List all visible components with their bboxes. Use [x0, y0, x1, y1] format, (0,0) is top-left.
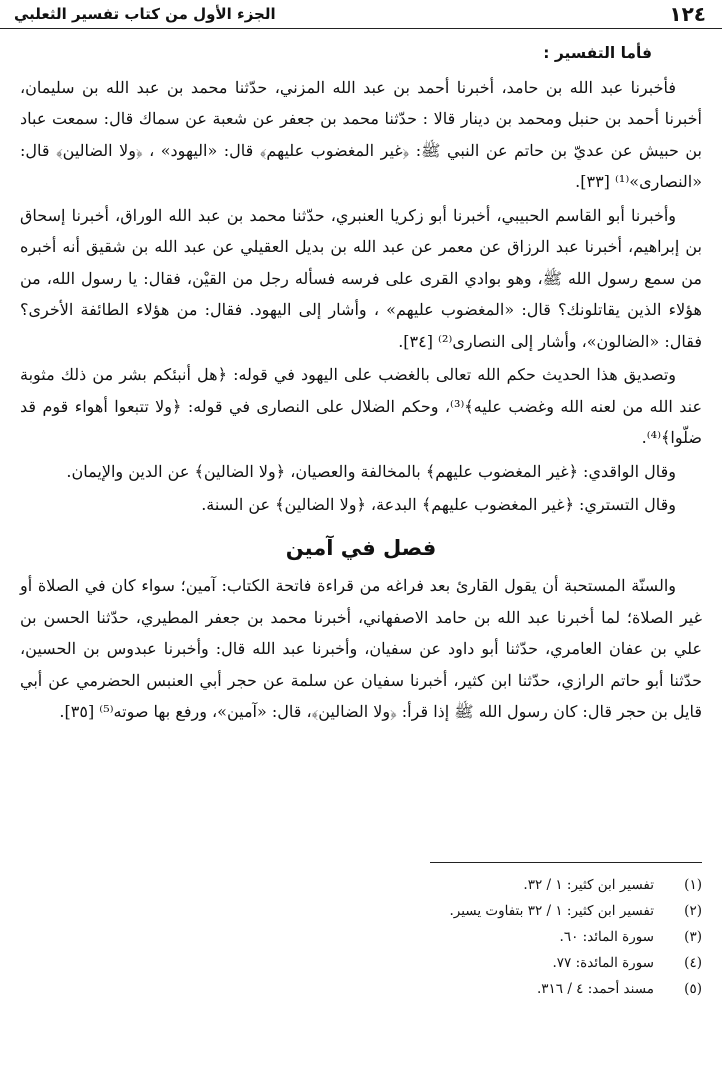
page-number: ١٢٤: [669, 2, 706, 26]
footnote-number: (٢): [684, 903, 702, 919]
paragraph: وقال التستري: ﴿غير المغضوب عليهم﴾ البدعة، ﴿ولا الضالين﴾ عن السنة.: [201, 495, 676, 514]
paragraph: فأخبرنا عبد الله بن حامد، أخبرنا أحمد بن عبد الله المزني، حدّثنا محمد بن عبد الله بن سليمان، أخبرنا أحمد بن حنبل ومحمد بن دينار قالا : حدّثنا محمد بن جعفر عن شعبة عن سماك قال: سمعت عباد بن حبيش عن عديّ بن حاتم عن النبي ﷺ: ﴿غير المغضوب عليهم﴾ قال: «اليهود» ، ﴿ولا الضالين﴾ قال: «النصارى»⁽¹⁾ [٣٣].: [20, 77, 702, 191]
footnote-item: [20, 898, 702, 924]
footnote-item: [20, 872, 702, 898]
subheading: فأما التفسير :: [543, 44, 652, 62]
footnote-number: (٥): [684, 981, 702, 997]
footnote-number: (١): [684, 877, 702, 893]
footnote-text: سورة المائدة: ٧٧.: [552, 955, 654, 971]
footnote-divider: [430, 862, 702, 863]
footnote-text: مسند أحمد: ٤ / ٣١٦.: [536, 981, 654, 997]
paragraph: وتصديق هذا الحديث حكم الله تعالى بالغضب على اليهود في قوله: ﴿هل أنبئكم بشر من ذلك مثوبة عند الله من لعنه الله وغضب عليه﴾⁽³⁾، وحكم الضلال على النصارى في قوله: ﴿ولا تتبعوا أهواء قوم قد ضلّوا﴾⁽⁴⁾.: [20, 365, 702, 447]
footnote-item: [20, 976, 702, 1002]
footnote-item: [20, 950, 702, 976]
page-header: [0, 0, 722, 29]
footnote-item: [20, 924, 702, 950]
footnote-text: تفسير ابن كثير: ١ / ٣٢.: [523, 877, 654, 893]
footnote-text: سورة المائد: ٦٠.: [559, 929, 654, 945]
section-title: فصل في آمين: [285, 535, 437, 560]
main-text: [20, 38, 702, 730]
footnote-text: تفسير ابن كثير: ١ / ٣٢ بتفاوت يسير.: [449, 903, 654, 919]
footnotes: [20, 872, 702, 1002]
paragraph: وقال الواقدي: ﴿غير المغضوب عليهم﴾ بالمخالفة والعصيان، ﴿ولا الضالين﴾ عن الدين والإيمان.: [66, 461, 676, 481]
footnote-number: (٣): [684, 929, 702, 945]
running-title: الجزء الأول من كتاب تفسير الثعلبي: [14, 5, 276, 23]
paragraph: وأخبرنا أبو القاسم الحبيبي، أخبرنا أبو زكريا العنبري، حدّثنا محمد بن عبد الله الوراق، أخبرنا إسحاق بن إبراهيم، أخبرنا عبد الرزاق عن معمر عن عبد الله بن بديل العقيلي عن عبد الله بن شقيق أنه أخبره من سمع رسول الله ﷺ، وهو بوادي القرى على فرسه فسأله رجل من القيْن، فقال: يا رسول الله، من هؤلاء الذين يقاتلونك؟ قال: «المغضوب عليهم» ، وأشار إلى اليهود. فقال: من هؤلاء الطائفة الأخرى؟ فقال: «الضالون»، وأشار إلى النصارى⁽²⁾ [٣٤].: [20, 205, 702, 351]
paragraph: والسنّة المستحبة أن يقول القارئ بعد فراغه من قراءة فاتحة الكتاب: آمين؛ سواء كان في الصلاة أو غير الصلاة؛ لما أخبرنا عبد الله بن حامد الاصفهاني، أخبرنا محمد بن جعفر المطيري، حدّثنا الحسن بن علي بن عفان العامري، حدّثنا أبو داود عن سفيان، وأخبرنا عبد الله قال: وأخبرنا عبدوس بن الحسين، حدّثنا أبو حاتم الرازي، حدّثنا ابن كثير، أخبرنا سفيان عن سلمة عن حجر أبي العنبس الحضرمي عن أبي قايل بن حجر قال: كان رسول الله ﷺ إذا قرأ: ﴿ولا الضالين﴾، قال: «آمين»، ورفع بها صوته⁽⁵⁾ [٣٥].: [20, 576, 702, 721]
footnote-number: (٤): [684, 955, 702, 971]
